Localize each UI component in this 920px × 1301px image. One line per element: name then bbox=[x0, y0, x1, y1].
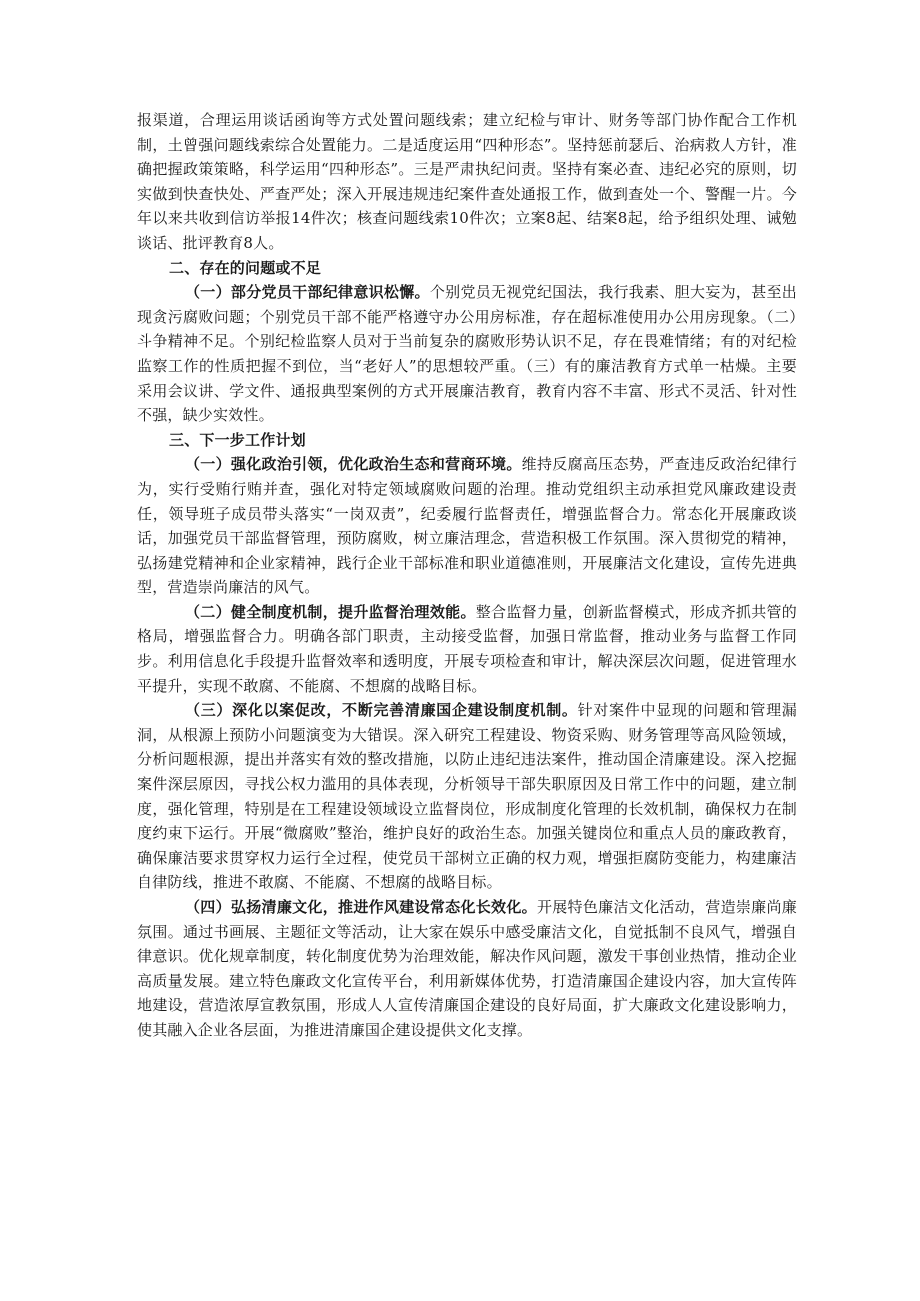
problems-lead: （一）部分党员干部纪律意识松懈。 bbox=[185, 283, 430, 302]
problems-paragraph bbox=[137, 280, 797, 428]
plan-paragraph-3 bbox=[137, 698, 797, 895]
document-page bbox=[137, 108, 797, 1043]
plan-3-lead: （三）深化以案促改，不断完善清廉国企建设制度机制。 bbox=[185, 701, 578, 720]
plan-1-body: 维持反腐高压态势，严查违反政治纪律行为，实行受贿行贿并查，强化对特定领域腐败问题的治理。推动党组织主动承担党风廉政建设责任，领导班子成员带头落实“一岗双责”，纪委履行监督责任，增强监督合力。常态化开展廉政谈话，加强党员干部监督管理，预防腐败，树立廉洁理念，营造积极工作氛围。深入贯彻党的精神，弘扬建党精神和企业家精神，践行企业干部标准和职业道德准则，开展廉洁文化建设，宣传先进典型，营造崇尚廉洁的风气。 bbox=[137, 455, 797, 597]
plan-1-lead: （一）强化政治引领，优化政治生态和营商环境。 bbox=[185, 455, 522, 474]
plan-paragraph-1 bbox=[137, 452, 797, 600]
plan-paragraph-2 bbox=[137, 600, 797, 698]
plan-4-lead: （四）弘扬清廉文化，推进作风建设常态化长效化。 bbox=[185, 898, 537, 916]
section-heading-plan: 三、下一步工作计划 bbox=[169, 430, 306, 449]
problems-body: 个别党员无视党纪国法，我行我素、胆大妄为，甚至出现贪污腐败问题；个别党员干部不能严格遵守办公用房标准，存在超标准使用办公用房现象。（二）斗争精神不足。个别纪检监察人员对于当前复杂的腐败形势认识不足，存在畏难情绪；有的对纪检监察工作的性质把握不到位，当“老好人”的思想较严重。（三）有的廉洁教育方式单一枯燥。主要采用会议讲、学文件、通报典型案例的方式开展廉洁教育，教育内容不丰富、形式不灵活、针对性不强，缺少实效性。 bbox=[137, 283, 797, 425]
intro-paragraph: 报渠道，合理运用谈话函询等方式处置问题线索；建立纪检与审计、财务等部门协作配合工作机制，土曾强问题线索综合处置能力。二是适度运用“四种形态”。坚持惩前瑟后、治病救人方针，准确把握政策策略，科学运用“四种形态”。三是严肃执纪问责。坚持有案必查、违纪必究的原则，切实做到快查快处、严查严处；深入开展违规违纪案件查处通报工作，做到查处一个、警醒一片。今年以来共收到信访举报14件次；核查问题线索10件次；立案8起、结案8起，给予组织处理、诫勉谈话、批评教育8人。 bbox=[137, 111, 797, 252]
plan-2-lead: （二）健全制度机制，提升监督治理效能。 bbox=[185, 602, 476, 621]
plan-2-body: 整合监督力量，创新监督模式，形成齐抓共管的格局，增强监督合力。明确各部门职责，主动接受监督，加强日常监督，推动业务与监督工作同步。利用信息化手段提升监督效率和透明度，开展专项检查和审计，解决深层次问题，促进管理水平提升，实现不敢腐、不能腐、不想腐的战略目标。 bbox=[137, 602, 797, 695]
plan-4-body: 开展特色廉洁文化活动，营造崇廉尚廉氛围。通过书画展、主题征文等活动，让大家在娱乐中感受廉洁文化，自觉抵制不良风气，增强自律意识。优化规章制度，转化制度优势为治理效能，解决作风问题，激发干事创业热情，推动企业高质量发展。建立特色廉政文化宣传平台，利用新媒体优势，打造清廉国企建设内容，加大宣传阵地建设，营造浓厚宣教氛围，形成人人宣传清廉国企建设的良好局面，扩大廉政文化建设影响力，使其融入企业各层面，为推进清廉国企建设提供文化支撑。 bbox=[137, 898, 797, 1039]
plan-3-body: 针对案件中显现的问题和管理漏洞，从根源上预防小问题演变为大错误。深入研究工程建设、物资采购、财务管理等高风险领域，分析问题根源，提出并落实有效的整改措施，以防止违纪违法案件，推动国企清廉建设。深入挖掘案件深层原因，寻找公权力滥用的具体表现，分析领导干部失职原因及日常工作中的问题，建立制度，强化管理，特别是在工程建设领域设立监督岗位，形成制度化管理的长效机制，确保权力在制度约束下运行。开展“微腐败”整治，维护良好的政治生态。加强关键岗位和重点人员的廉政教育，确保廉洁要求贯穿权力运行全过程，使党员干部树立正确的权力观，增强拒腐防变能力，构建廉洁自律防线，推进不敢腐、不能腐、不想腐的战略目标。 bbox=[137, 701, 797, 892]
plan-paragraph-4 bbox=[137, 895, 797, 1043]
section-heading-problems: 二、存在的问题或不足 bbox=[169, 258, 322, 277]
